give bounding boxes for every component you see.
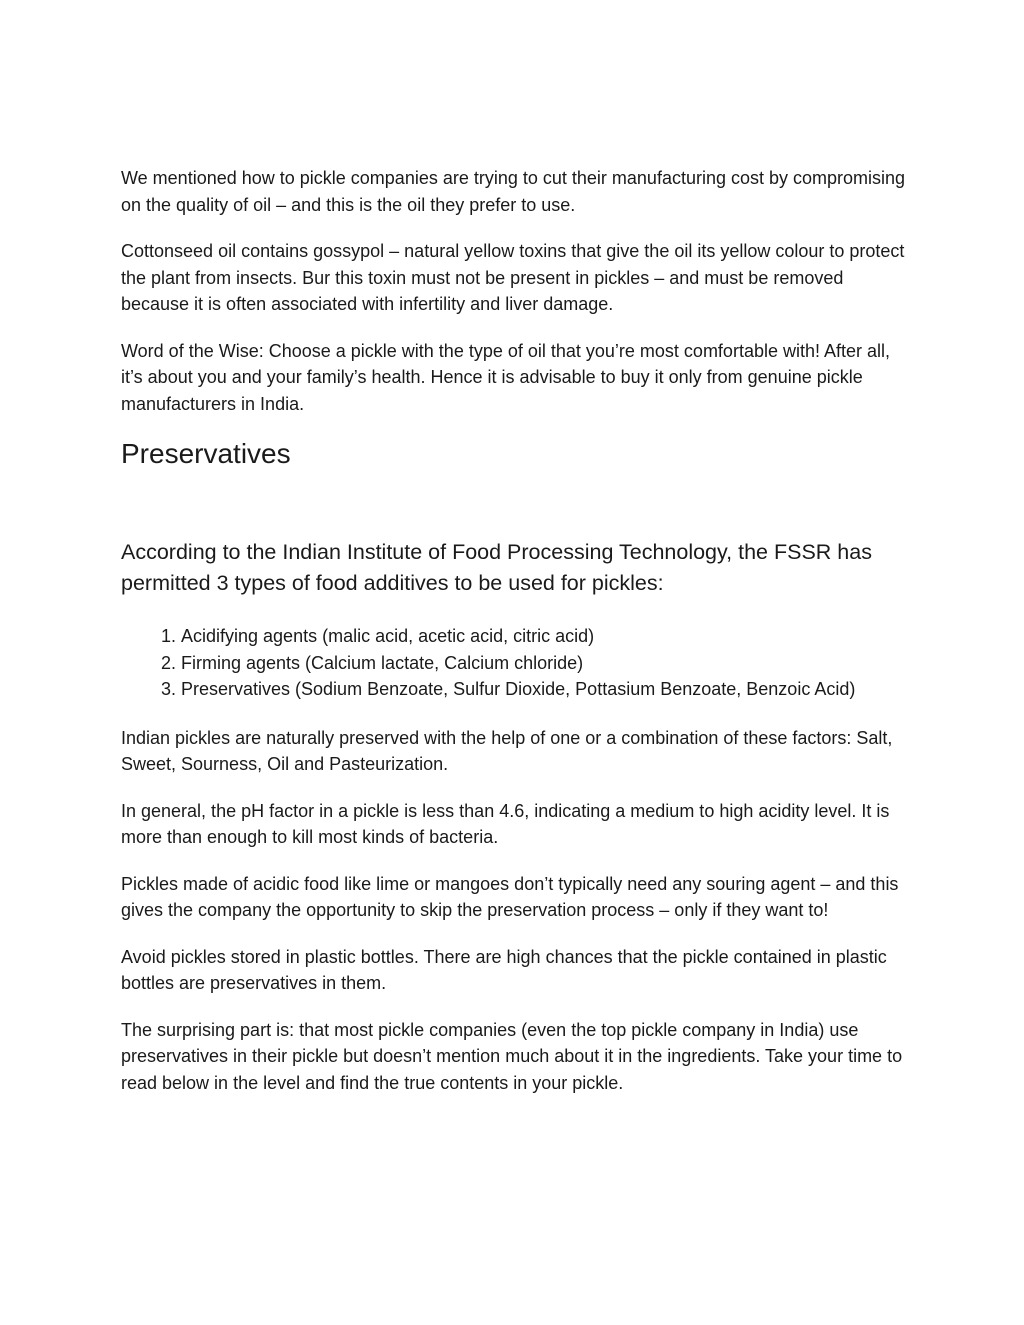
paragraph-surprising-part: The surprising part is: that most pickle companies (even the top pickle company in India) use preservatives in their pickle but doesn’t mention much about it in the ingredients. Take your time to read below in the level and find the true contents in your pickle. <box>121 1019 903 1093</box>
document-page <box>121 165 911 1116</box>
list-item: 1. Acidifying agents (malic acid, acetic acid, citric acid) <box>181 623 911 650</box>
paragraph-ph-factor: In general, the pH factor in a pickle is less than 4.6, indicating a medium to high acidity level. It is more than enough to kill most kinds of bacteria. <box>121 800 890 847</box>
paragraph-oil-cost: We mentioned how to pickle companies are trying to cut their manufacturing cost by compromising on the quality of oil – and this is the oil they prefer to use. <box>121 168 906 215</box>
list-item: 3. Preservatives (Sodium Benzoate, Sulfur Dioxide, Pottasium Benzoate, Benzoic Acid) <box>181 676 911 703</box>
paragraph-word-of-the-wise: Word of the Wise: Choose a pickle with the type of oil that you’re most comfortable with! After all, it’s about you and your family’s health. Hence it is advisable to buy it only from genuine pickle manufacturers in India. <box>121 340 891 414</box>
paragraph-fssr-additives: According to the Indian Institute of Food Processing Technology, the FSSR has permitted 3 types of food additives to be used for pickles: <box>121 540 872 595</box>
paragraph-acidic-food: Pickles made of acidic food like lime or mangoes don’t typically need any souring agent – and this gives the company the opportunity to skip the preservation process – only if they want to! <box>121 873 899 920</box>
paragraph-plastic-bottles: Avoid pickles stored in plastic bottles. There are high chances that the pickle contained in plastic bottles are preservatives in them. <box>121 946 887 993</box>
paragraph-natural-preservation: Indian pickles are naturally preserved with the help of one or a combination of these factors: Salt, Sweet, Sourness, Oil and Pasteurization. <box>121 727 893 774</box>
list-item: 2. Firming agents (Calcium lactate, Calcium chloride) <box>181 650 911 677</box>
section-heading-preservatives: Preservatives <box>121 438 291 469</box>
additives-list <box>121 623 911 703</box>
paragraph-cottonseed-oil: Cottonseed oil contains gossypol – natural yellow toxins that give the oil its yellow colour to protect the plant from insects. Bur this toxin must not be present in pickles – and must be removed because it is often associated with infertility and liver damage. <box>121 241 905 314</box>
